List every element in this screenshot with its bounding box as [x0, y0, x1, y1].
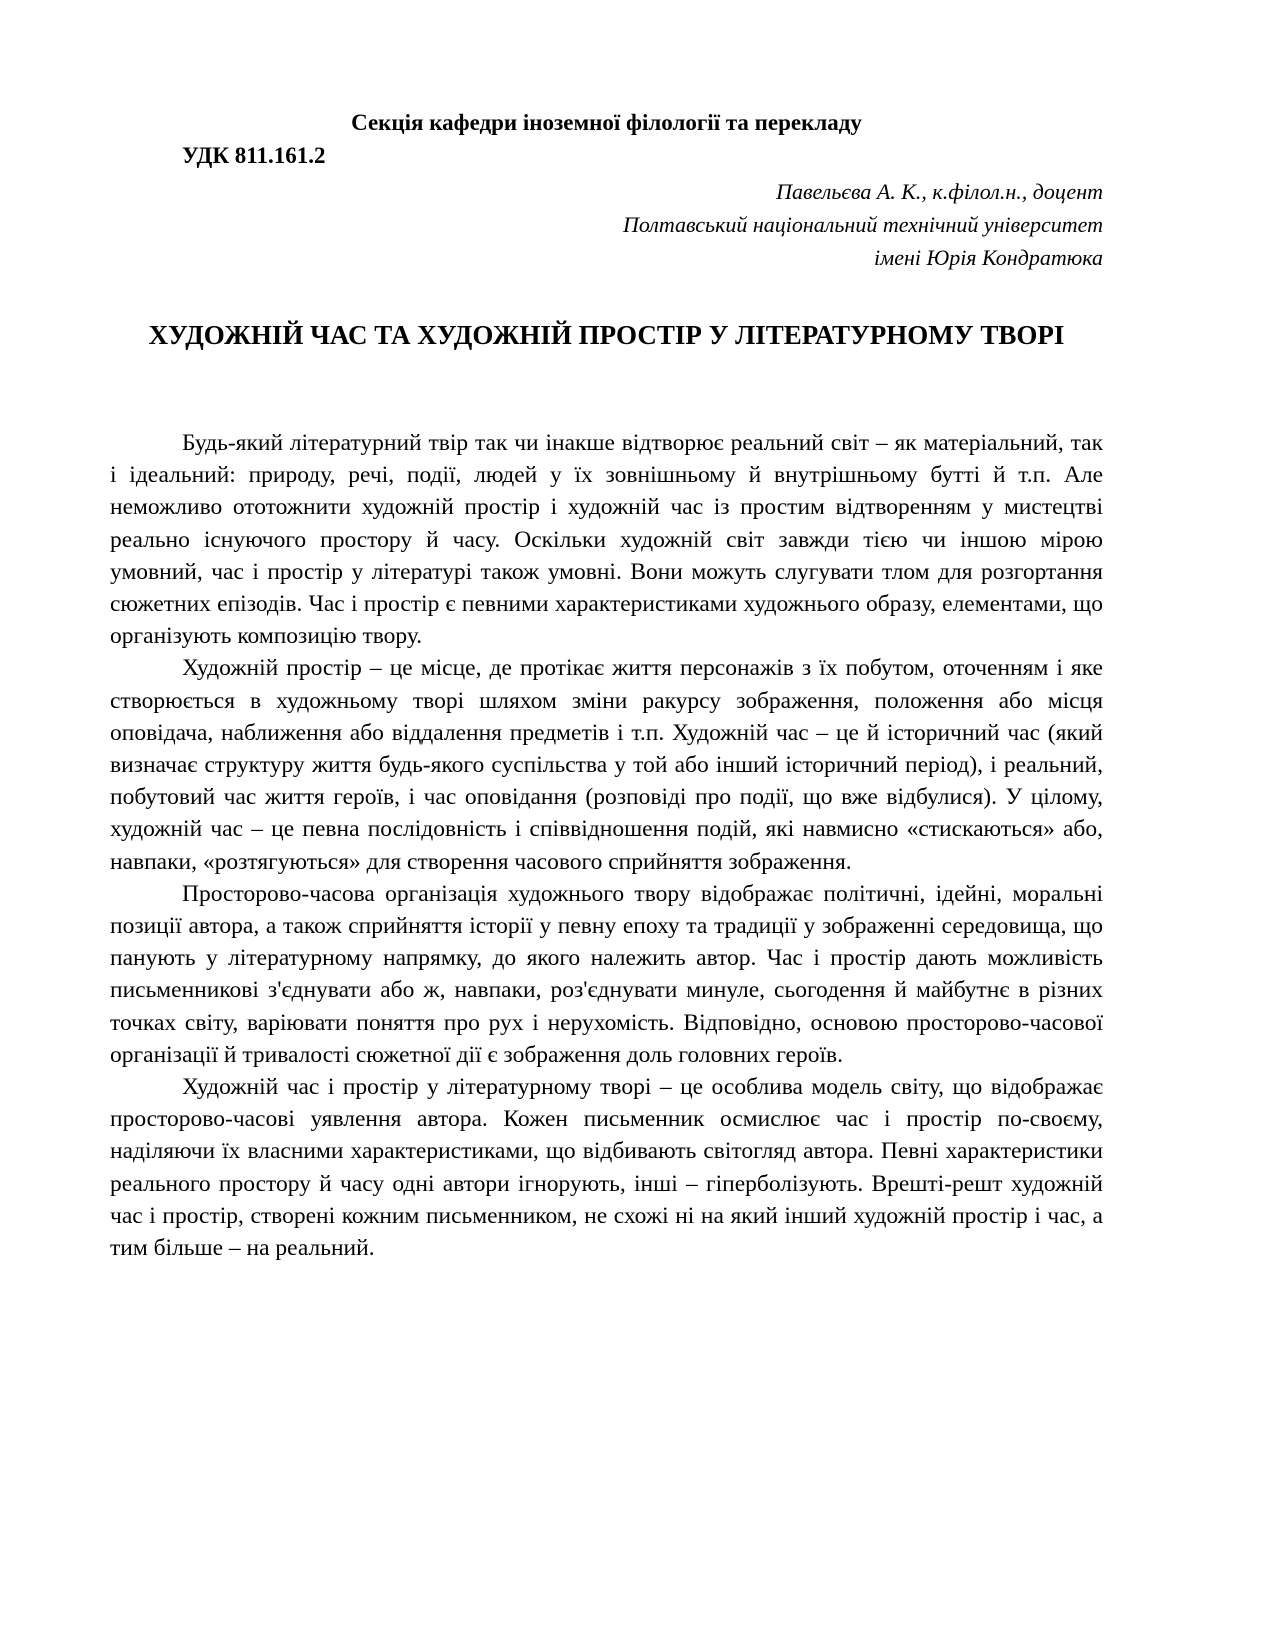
section-heading: Секція кафедри іноземної філології та перекладу [351, 110, 862, 135]
author-affiliation-line: Полтавський національний технічний університет [622, 212, 1103, 237]
paragraph-3: Просторово-часова організація художнього твору відображає політичні, ідейні, моральні позиції автора, а також сприйняття історії у певну епоху та традиції у зображенні середовища, що панують у літературному напрямку, до якого належить автор. Час і простір дають можливість письменникові з'єднувати або ж, навпаки, роз'єднувати минуле, сьогодення й майбутнє в різних точках світу, варіювати поняття про рух і нерухомість. Відповідно, основою просторово-часової організації й тривалості сюжетної дії є зображення доль головних героїв. [110, 880, 1103, 1068]
author-name-line: Павельєва А. К., к.філол.н., доцент [776, 179, 1103, 204]
paragraph-4: Художній час і простір у літературному творі – це особлива модель світу, що відображає просторово-часові уявлення автора. Кожен письменник осмислює час і простір по-своєму, наділяючи їх власними характеристиками, що відбивають світогляд автора. Певні характеристики реального простору й часу одні автори ігнорують, інші – гіперболізують. Врешті-решт художній час і простір, створені кожним письменником, не схожі ні на який інший художній простір і час, а тим більше – на реальний. [110, 1074, 1103, 1262]
author-block [110, 175, 1103, 274]
article-body [110, 427, 1103, 1264]
udc-code: УДК 811.161.2 [182, 143, 326, 168]
paragraph-2: Художній простір – це місце, де протікає життя персонажів з їх побутом, оточенням і яке створюється в художньому творі шляхом зміни ракурсу зображення, положення або місця оповідача, наближення або віддалення предметів і т.п. Художній час – це й історичний час (який визначає структуру життя будь-якого суспільства у той або інший історичний період), і реальний, побутовий час життя героїв, і час оповідання (розповіді про події, що вже відбулися). У цілому, художній час – це певна послідовність і співвідношення подій, які навмисно «стискаються» або, навпаки, «розтягуються» для створення часового сприйняття зображення. [110, 655, 1103, 875]
article-title: ХУДОЖНІЙ ЧАС ТА ХУДОЖНІЙ ПРОСТІР У ЛІТЕРАТУРНОМУ ТВОРІ [148, 320, 1065, 350]
paragraph-1: Будь-який літературний твір так чи інакше відтворює реальний світ – як матеріальний, так і ідеальний: природу, речі, події, людей у їх зовнішньому й внутрішньому бутті й т.п. Але неможливо ототожнити художній простір і художній час із простим відтворенням у мистецтві реально існуючого простору й часу. Оскільки художній світ завжди тією чи іншою мірою умовний, час і простір у літературі також умовні. Вони можуть слугувати тлом для розгортання сюжетних епізодів. Час і простір є певними характеристиками художнього образу, елементами, що організують композицію твору. [110, 430, 1103, 650]
author-affiliation-line-2: імені Юрія Кондратюка [874, 245, 1103, 270]
